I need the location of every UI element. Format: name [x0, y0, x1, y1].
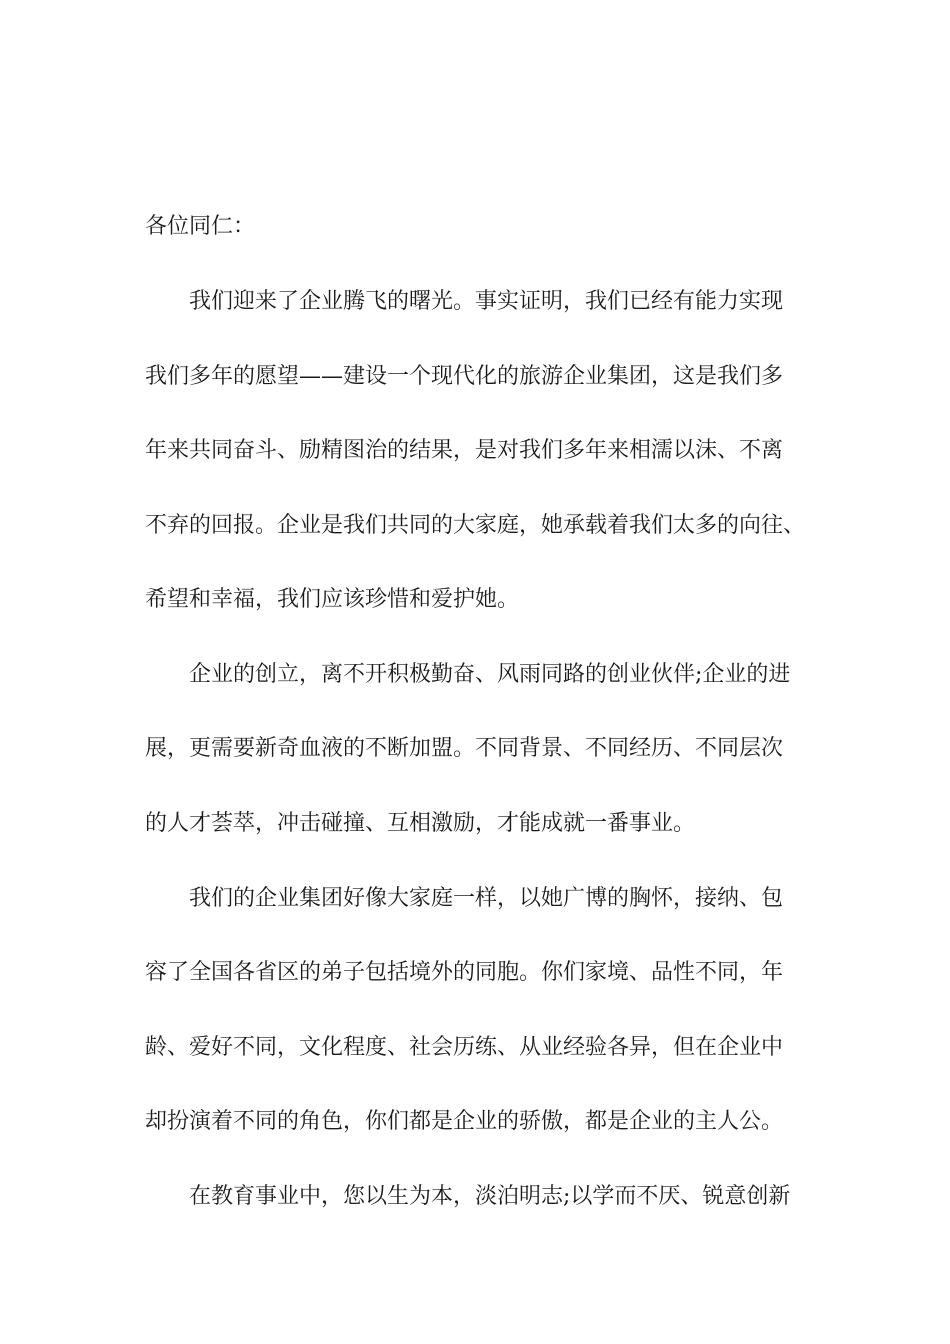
paragraph-line: 却扮演着不同的角色，你们都是企业的骄傲，都是企业的主人公。 [145, 1109, 784, 1134]
paragraph-line: 的人才荟萃，冲击碰撞、互相激励，才能成就一番事业。 [145, 811, 696, 836]
paragraph-line: 在教育事业中，您以生为本，淡泊明志;以学而不厌、锐意创新 [189, 1184, 791, 1209]
paragraph-line: 我们多年的愿望——建设一个现代化的旅游企业集团，这是我们多 [145, 364, 784, 389]
paragraph-line: 年来共同奋斗、励精图治的结果，是对我们多年来相濡以沫、不离 [145, 438, 784, 463]
paragraph-line: 不弃的回报。企业是我们共同的大家庭，她承载着我们太多的向往、 [145, 513, 806, 538]
paragraph-line: 我们的企业集团好像大家庭一样，以她广博的胸怀，接纳、包 [189, 886, 784, 911]
paragraph-line: 企业的创立，离不开积极勤奋、风雨同路的创业伙伴;企业的进 [189, 662, 791, 687]
paragraph-line: 我们迎来了企业腾飞的曙光。事实证明，我们已经有能力实现 [189, 289, 784, 314]
paragraph-line: 希望和幸福，我们应该珍惜和爱护她。 [145, 587, 520, 612]
salutation: 各位同仁： [145, 214, 256, 239]
paragraph-line: 展，更需要新奇血液的不断加盟。不同背景、不同经历、不同层次 [145, 736, 784, 761]
paragraph-line: 容了全国各省区的弟子包括境外的同胞。你们家境、品性不同，年 [145, 960, 784, 985]
paragraph-line: 龄、爱好不同，文化程度、社会历练、从业经验各异，但在企业中 [145, 1035, 784, 1060]
